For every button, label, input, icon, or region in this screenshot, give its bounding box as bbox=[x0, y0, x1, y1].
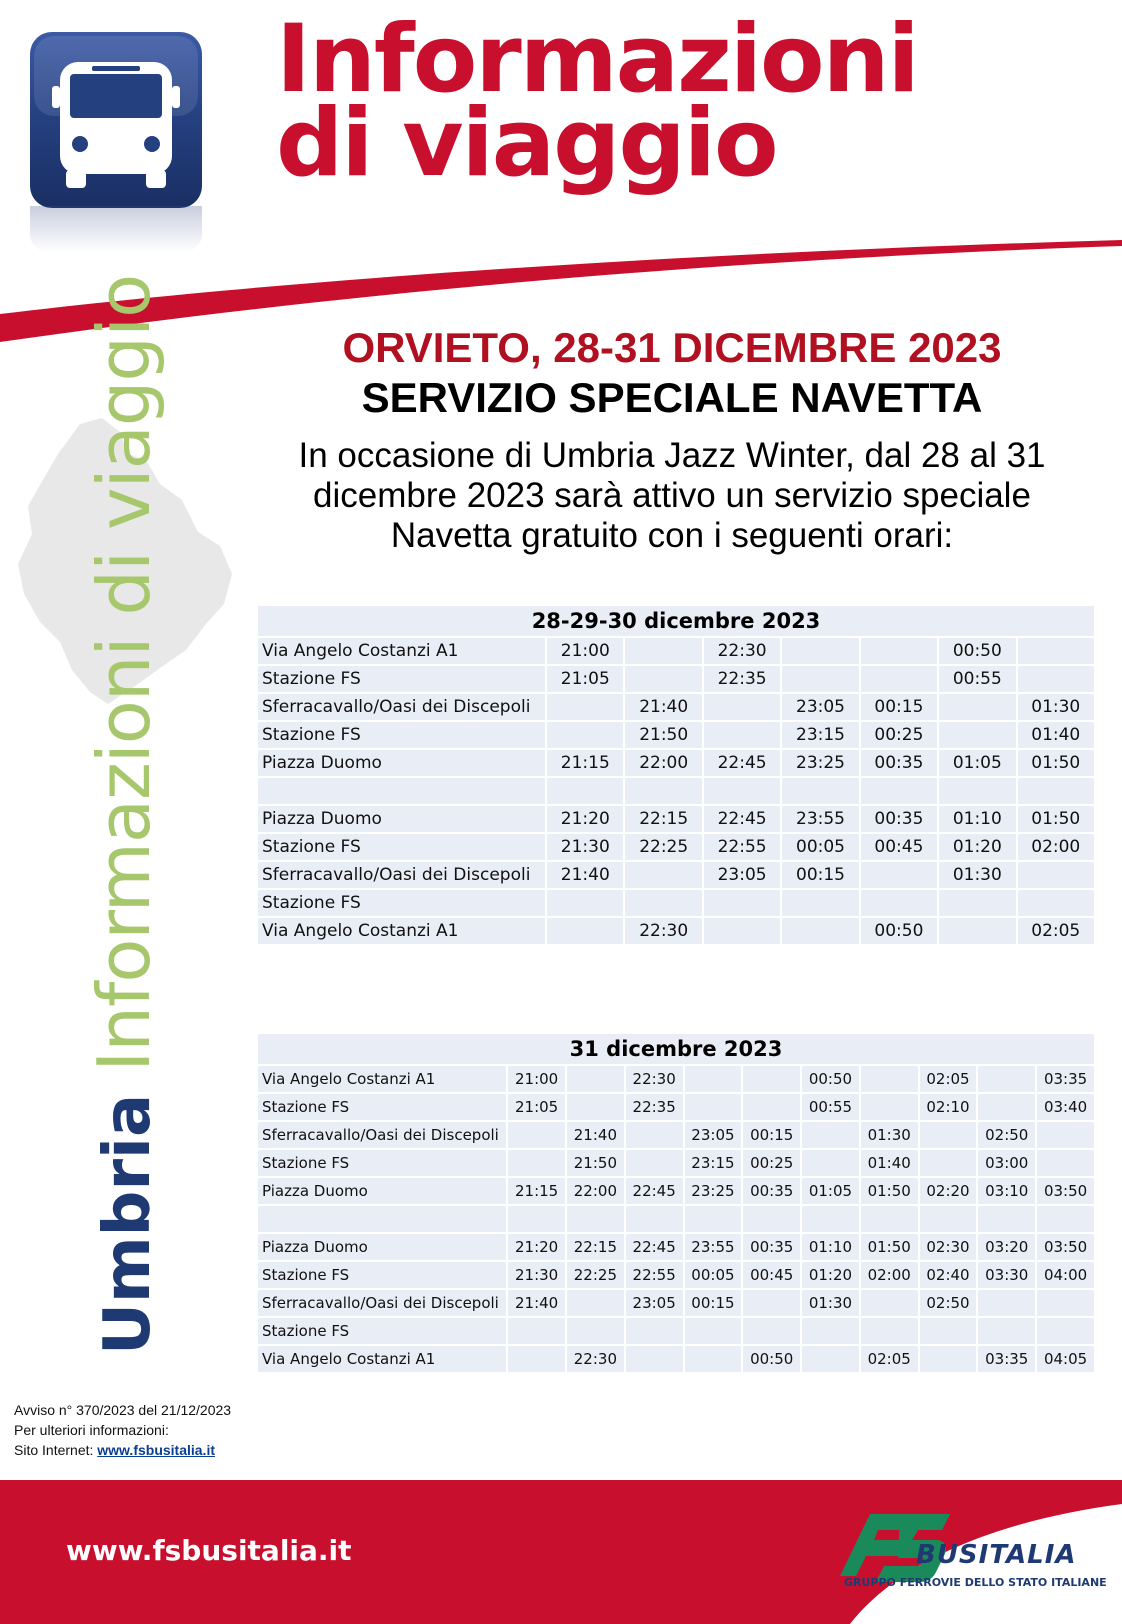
timetable-row bbox=[258, 1234, 1094, 1260]
departure-time: 00:35 bbox=[743, 1234, 800, 1260]
departure-time bbox=[861, 1290, 918, 1316]
departure-time: 04:05 bbox=[1037, 1346, 1094, 1372]
stop-name: Sferracavallo/Oasi dei Discepoli bbox=[258, 1290, 506, 1316]
departure-time: 23:55 bbox=[685, 1234, 742, 1260]
departure-time: 02:10 bbox=[920, 1094, 977, 1120]
departure-time bbox=[743, 1094, 800, 1120]
departure-time bbox=[920, 1206, 977, 1232]
stop-name: Stazione FS bbox=[258, 1318, 506, 1344]
departure-time: 00:25 bbox=[861, 722, 937, 748]
departure-time bbox=[802, 1206, 859, 1232]
departure-time: 22:30 bbox=[567, 1346, 624, 1372]
departure-time bbox=[802, 1318, 859, 1344]
departure-time: 23:25 bbox=[685, 1178, 742, 1204]
timetable-row bbox=[258, 1346, 1094, 1372]
departure-time bbox=[567, 1094, 624, 1120]
departure-time bbox=[625, 778, 701, 804]
departure-time: 00:15 bbox=[861, 694, 937, 720]
stop-name: Via Angelo Costanzi A1 bbox=[258, 918, 545, 944]
departure-time: 21:50 bbox=[567, 1150, 624, 1176]
website-label: Sito Internet: bbox=[14, 1442, 94, 1458]
departure-time bbox=[1018, 890, 1094, 916]
stop-name: Piazza Duomo bbox=[258, 806, 545, 832]
departure-time bbox=[685, 1206, 742, 1232]
departure-time: 02:20 bbox=[920, 1178, 977, 1204]
departure-time: 01:30 bbox=[1018, 694, 1094, 720]
departure-time: 02:05 bbox=[1018, 918, 1094, 944]
timetable-31-december bbox=[256, 1032, 1096, 1374]
departure-time: 22:35 bbox=[704, 666, 780, 692]
stop-name: Sferracavallo/Oasi dei Discepoli bbox=[258, 694, 545, 720]
departure-time: 00:45 bbox=[743, 1262, 800, 1288]
departure-time: 01:05 bbox=[802, 1178, 859, 1204]
departure-time bbox=[625, 862, 701, 888]
departure-time bbox=[547, 890, 623, 916]
departure-time: 22:45 bbox=[704, 750, 780, 776]
stop-name: Stazione FS bbox=[258, 890, 545, 916]
departure-time: 02:05 bbox=[920, 1066, 977, 1092]
departure-time: 01:40 bbox=[861, 1150, 918, 1176]
departure-time: 21:00 bbox=[508, 1066, 565, 1092]
departure-time: 02:40 bbox=[920, 1262, 977, 1288]
stop-name: Stazione FS bbox=[258, 1150, 506, 1176]
departure-time: 01:50 bbox=[1018, 750, 1094, 776]
departure-time bbox=[978, 1318, 1035, 1344]
departure-time bbox=[547, 778, 623, 804]
departure-time: 00:50 bbox=[861, 918, 937, 944]
notice-number: Avviso n° 370/2023 del 21/12/2023 bbox=[14, 1402, 232, 1418]
timetable-row bbox=[258, 750, 1094, 776]
departure-time: 03:35 bbox=[978, 1346, 1035, 1372]
departure-time: 22:25 bbox=[625, 834, 701, 860]
notice-intro: In occasione di Umbria Jazz Winter, dal 28 al 31 dicembre 2023 sarà attivo un servizio speciale Navetta gratuito con i seguenti orari: bbox=[298, 436, 1046, 555]
departure-time bbox=[861, 862, 937, 888]
departure-time bbox=[567, 1066, 624, 1092]
timetable-title: 31 dicembre 2023 bbox=[258, 1034, 1094, 1064]
departure-time: 21:05 bbox=[547, 666, 623, 692]
departure-time bbox=[625, 666, 701, 692]
departure-time bbox=[626, 1206, 683, 1232]
stop-name: Stazione FS bbox=[258, 722, 545, 748]
departure-time bbox=[685, 1066, 742, 1092]
departure-time bbox=[978, 1094, 1035, 1120]
departure-time: 23:05 bbox=[704, 862, 780, 888]
departure-time bbox=[1037, 1290, 1094, 1316]
company-name: BUSITALIA bbox=[916, 1540, 1077, 1570]
departure-time bbox=[861, 1206, 918, 1232]
stop-name: Stazione FS bbox=[258, 666, 545, 692]
departure-time: 21:05 bbox=[508, 1094, 565, 1120]
bus-icon bbox=[30, 32, 202, 208]
departure-time: 23:15 bbox=[685, 1150, 742, 1176]
departure-time bbox=[920, 1318, 977, 1344]
departure-time: 01:30 bbox=[939, 862, 1015, 888]
departure-time: 21:40 bbox=[625, 694, 701, 720]
timetable-body bbox=[258, 1066, 1094, 1372]
stop-name: Via Angelo Costanzi A1 bbox=[258, 638, 545, 664]
departure-time: 03:50 bbox=[1037, 1178, 1094, 1204]
departure-time: 22:25 bbox=[567, 1262, 624, 1288]
departure-time: 00:05 bbox=[685, 1262, 742, 1288]
departure-time: 22:30 bbox=[704, 638, 780, 664]
departure-time: 01:20 bbox=[939, 834, 1015, 860]
departure-time: 02:50 bbox=[978, 1122, 1035, 1148]
departure-time bbox=[920, 1346, 977, 1372]
stop-name: Piazza Duomo bbox=[258, 750, 545, 776]
departure-time: 22:30 bbox=[626, 1066, 683, 1092]
departure-time bbox=[861, 1094, 918, 1120]
departure-time: 22:30 bbox=[625, 918, 701, 944]
departure-time bbox=[782, 778, 858, 804]
departure-time: 21:40 bbox=[508, 1290, 565, 1316]
departure-time: 00:15 bbox=[685, 1290, 742, 1316]
departure-time: 01:30 bbox=[802, 1290, 859, 1316]
departure-time: 00:55 bbox=[802, 1094, 859, 1120]
timetable-row bbox=[258, 1318, 1094, 1344]
departure-time: 00:35 bbox=[861, 750, 937, 776]
header-title bbox=[276, 5, 918, 198]
timetable-row bbox=[258, 1206, 1094, 1232]
stop-name: Via Angelo Costanzi A1 bbox=[258, 1066, 506, 1092]
departure-time bbox=[567, 1290, 624, 1316]
departure-time: 03:35 bbox=[1037, 1066, 1094, 1092]
departure-time: 21:20 bbox=[547, 806, 623, 832]
departure-time bbox=[743, 1206, 800, 1232]
departure-time: 23:25 bbox=[782, 750, 858, 776]
stop-name: Via Angelo Costanzi A1 bbox=[258, 1346, 506, 1372]
timetable-row bbox=[258, 890, 1094, 916]
departure-time: 21:00 bbox=[547, 638, 623, 664]
departure-time bbox=[782, 890, 858, 916]
side-brand-umbria: Umbria bbox=[91, 1093, 165, 1355]
departure-time bbox=[978, 1290, 1035, 1316]
departure-time bbox=[685, 1346, 742, 1372]
departure-time: 00:15 bbox=[743, 1122, 800, 1148]
departure-time bbox=[743, 1290, 800, 1316]
departure-time: 01:50 bbox=[1018, 806, 1094, 832]
timetable-row bbox=[258, 834, 1094, 860]
departure-time: 03:50 bbox=[1037, 1234, 1094, 1260]
timetable-row bbox=[258, 1150, 1094, 1176]
departure-time bbox=[978, 1206, 1035, 1232]
side-brand-info: Informazioni di viaggio bbox=[82, 274, 166, 1072]
departure-time: 03:30 bbox=[978, 1262, 1035, 1288]
more-info-label: Per ulteriori informazioni: bbox=[14, 1422, 169, 1438]
departure-time bbox=[626, 1150, 683, 1176]
departure-time: 01:10 bbox=[802, 1234, 859, 1260]
stop-name: Piazza Duomo bbox=[258, 1234, 506, 1260]
departure-time bbox=[861, 638, 937, 664]
departure-time bbox=[782, 638, 858, 664]
departure-time bbox=[1018, 638, 1094, 664]
departure-time bbox=[547, 722, 623, 748]
departure-time: 00:15 bbox=[782, 862, 858, 888]
departure-time bbox=[802, 1346, 859, 1372]
departure-time: 21:30 bbox=[547, 834, 623, 860]
departure-time bbox=[782, 666, 858, 692]
departure-time: 21:20 bbox=[508, 1234, 565, 1260]
timetable-row bbox=[258, 806, 1094, 832]
footer-info bbox=[14, 1400, 231, 1460]
stop-name: Stazione FS bbox=[258, 1262, 506, 1288]
header-title-line2: di viaggio bbox=[276, 89, 777, 198]
departure-time bbox=[508, 1318, 565, 1344]
departure-time: 02:50 bbox=[920, 1290, 977, 1316]
departure-time bbox=[685, 1318, 742, 1344]
stop-name: Piazza Duomo bbox=[258, 1178, 506, 1204]
departure-time: 01:50 bbox=[861, 1234, 918, 1260]
departure-time bbox=[625, 890, 701, 916]
departure-time: 01:20 bbox=[802, 1262, 859, 1288]
departure-time: 02:00 bbox=[861, 1262, 918, 1288]
departure-time bbox=[802, 1122, 859, 1148]
departure-time bbox=[1018, 666, 1094, 692]
timetable-row bbox=[258, 638, 1094, 664]
departure-time bbox=[508, 1346, 565, 1372]
departure-time bbox=[704, 694, 780, 720]
departure-time bbox=[939, 778, 1015, 804]
departure-time: 03:20 bbox=[978, 1234, 1035, 1260]
departure-time bbox=[939, 918, 1015, 944]
departure-time bbox=[704, 778, 780, 804]
timetable-body bbox=[258, 638, 1094, 944]
departure-time bbox=[861, 1318, 918, 1344]
notice-subtitle: SERVIZIO SPECIALE NAVETTA bbox=[361, 374, 983, 421]
timetable-row bbox=[258, 1066, 1094, 1092]
departure-time bbox=[861, 1066, 918, 1092]
departure-time bbox=[1037, 1318, 1094, 1344]
departure-time: 21:50 bbox=[625, 722, 701, 748]
departure-time: 00:50 bbox=[743, 1346, 800, 1372]
timetable-row bbox=[258, 722, 1094, 748]
stop-name: Stazione FS bbox=[258, 1094, 506, 1120]
timetable-row bbox=[258, 666, 1094, 692]
departure-time: 01:50 bbox=[861, 1178, 918, 1204]
departure-time bbox=[567, 1206, 624, 1232]
departure-time bbox=[704, 918, 780, 944]
departure-time bbox=[508, 1206, 565, 1232]
departure-time: 02:05 bbox=[861, 1346, 918, 1372]
departure-time: 00:45 bbox=[861, 834, 937, 860]
departure-time bbox=[547, 694, 623, 720]
departure-time: 21:15 bbox=[508, 1178, 565, 1204]
timetable-row bbox=[258, 1122, 1094, 1148]
departure-time: 00:55 bbox=[939, 666, 1015, 692]
departure-time: 23:05 bbox=[782, 694, 858, 720]
departure-time: 21:15 bbox=[547, 750, 623, 776]
departure-time: 00:50 bbox=[939, 638, 1015, 664]
timetable-row bbox=[258, 862, 1094, 888]
departure-time: 00:05 bbox=[782, 834, 858, 860]
departure-time: 04:00 bbox=[1037, 1262, 1094, 1288]
departure-time: 21:30 bbox=[508, 1262, 565, 1288]
departure-time: 03:40 bbox=[1037, 1094, 1094, 1120]
departure-time bbox=[685, 1094, 742, 1120]
departure-time: 00:50 bbox=[802, 1066, 859, 1092]
departure-time: 01:40 bbox=[1018, 722, 1094, 748]
departure-time: 22:00 bbox=[567, 1178, 624, 1204]
departure-time bbox=[626, 1346, 683, 1372]
timetable-row bbox=[258, 1262, 1094, 1288]
departure-time bbox=[704, 890, 780, 916]
website-row bbox=[14, 1440, 231, 1460]
departure-time bbox=[743, 1318, 800, 1344]
departure-time: 22:55 bbox=[626, 1262, 683, 1288]
departure-time: 22:15 bbox=[567, 1234, 624, 1260]
departure-time: 22:45 bbox=[626, 1178, 683, 1204]
website-link[interactable]: www.fsbusitalia.it bbox=[97, 1442, 216, 1458]
timetable-28-30-december bbox=[256, 604, 1096, 946]
departure-time bbox=[743, 1066, 800, 1092]
stop-name bbox=[258, 1206, 506, 1232]
timetable-row bbox=[258, 918, 1094, 944]
departure-time: 23:05 bbox=[685, 1122, 742, 1148]
bottom-band bbox=[0, 1480, 1122, 1624]
departure-time: 23:15 bbox=[782, 722, 858, 748]
departure-time: 03:00 bbox=[978, 1150, 1035, 1176]
departure-time bbox=[1037, 1206, 1094, 1232]
departure-time: 21:40 bbox=[567, 1122, 624, 1148]
departure-time: 01:10 bbox=[939, 806, 1015, 832]
departure-time: 23:55 bbox=[782, 806, 858, 832]
timetable-row bbox=[258, 778, 1094, 804]
timetable-row bbox=[258, 1094, 1094, 1120]
notice-title: ORVIETO, 28-31 DICEMBRE 2023 bbox=[342, 324, 1002, 371]
departure-time: 02:30 bbox=[920, 1234, 977, 1260]
departure-time bbox=[978, 1066, 1035, 1092]
band-url: www.fsbusitalia.it bbox=[66, 1534, 352, 1567]
departure-time bbox=[704, 722, 780, 748]
departure-time: 01:05 bbox=[939, 750, 1015, 776]
departure-time: 03:10 bbox=[978, 1178, 1035, 1204]
departure-time bbox=[1037, 1122, 1094, 1148]
departure-time bbox=[508, 1150, 565, 1176]
departure-time bbox=[1037, 1150, 1094, 1176]
departure-time bbox=[802, 1150, 859, 1176]
company-group: GRUPPO FERROVIE DELLO STATO ITALIANE bbox=[844, 1576, 1107, 1589]
departure-time bbox=[920, 1150, 977, 1176]
header-title-line1: Informazioni bbox=[276, 5, 918, 114]
departure-time: 00:35 bbox=[861, 806, 937, 832]
departure-time bbox=[547, 918, 623, 944]
timetable-row bbox=[258, 1178, 1094, 1204]
stop-name: Sferracavallo/Oasi dei Discepoli bbox=[258, 862, 545, 888]
stop-name bbox=[258, 778, 545, 804]
departure-time bbox=[1018, 778, 1094, 804]
departure-time bbox=[920, 1122, 977, 1148]
timetable-row bbox=[258, 1290, 1094, 1316]
stop-name: Stazione FS bbox=[258, 834, 545, 860]
timetable-title: 28-29-30 dicembre 2023 bbox=[258, 606, 1094, 636]
departure-time: 00:35 bbox=[743, 1178, 800, 1204]
departure-time bbox=[626, 1318, 683, 1344]
departure-time: 22:35 bbox=[626, 1094, 683, 1120]
departure-time bbox=[1018, 862, 1094, 888]
departure-time bbox=[508, 1122, 565, 1148]
departure-time: 22:55 bbox=[704, 834, 780, 860]
departure-time bbox=[939, 890, 1015, 916]
departure-time bbox=[782, 918, 858, 944]
departure-time bbox=[861, 666, 937, 692]
departure-time: 22:45 bbox=[626, 1234, 683, 1260]
departure-time: 01:30 bbox=[861, 1122, 918, 1148]
departure-time: 22:15 bbox=[625, 806, 701, 832]
stop-name: Sferracavallo/Oasi dei Discepoli bbox=[258, 1122, 506, 1148]
departure-time bbox=[625, 638, 701, 664]
departure-time: 00:25 bbox=[743, 1150, 800, 1176]
departure-time bbox=[939, 694, 1015, 720]
departure-time: 22:00 bbox=[625, 750, 701, 776]
departure-time bbox=[939, 722, 1015, 748]
departure-time: 02:00 bbox=[1018, 834, 1094, 860]
departure-time: 23:05 bbox=[626, 1290, 683, 1316]
departure-time: 22:45 bbox=[704, 806, 780, 832]
departure-time bbox=[861, 778, 937, 804]
side-brand bbox=[30, 274, 166, 1355]
departure-time bbox=[861, 890, 937, 916]
departure-time: 21:40 bbox=[547, 862, 623, 888]
departure-time bbox=[626, 1122, 683, 1148]
departure-time bbox=[567, 1318, 624, 1344]
timetable-row bbox=[258, 694, 1094, 720]
